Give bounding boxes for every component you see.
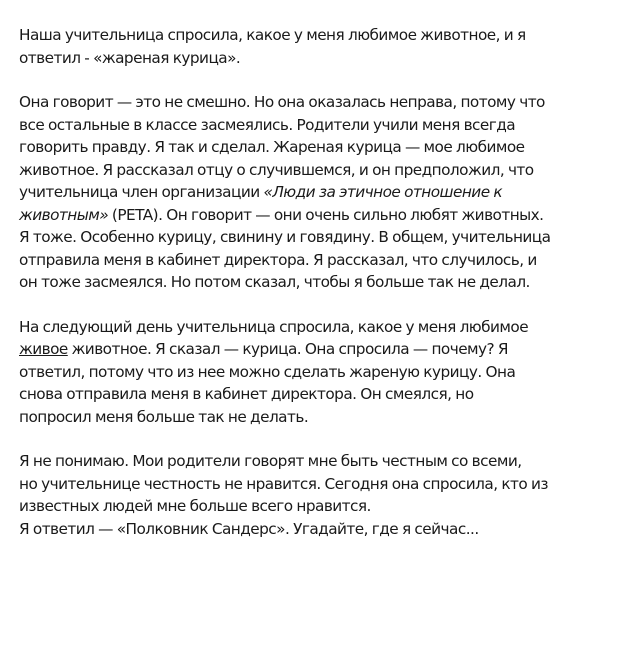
text-span: Я тоже. Особенно курицу, свинину и говядину. В общем, учительница (19, 228, 551, 246)
text-span: но учительнице честность не нравится. Сегодня она спросила, кто из (19, 474, 548, 493)
text-line (19, 518, 631, 541)
text-line (19, 136, 631, 159)
text-span: попросил меня больше так не делать. (19, 407, 309, 426)
text-span: На следующий день учительница спросила, какое у меня любимое (19, 317, 529, 336)
text-line (19, 91, 631, 114)
organization-name-italic: животным» (19, 205, 109, 224)
text-line (19, 383, 631, 406)
text-line (19, 181, 631, 204)
text-line (19, 338, 631, 361)
text-line (19, 495, 631, 518)
text-span: Наша учительница спросила, какое у меня любимое животное, и я (19, 26, 526, 44)
text-line (19, 473, 631, 496)
story-text (19, 24, 631, 562)
text-span: отправила меня в кабинет директора. Я рассказал, что случилось, и (19, 250, 537, 269)
text-line (19, 47, 631, 70)
text-span: животное. Я сказал — курица. Она спросила — почему? Я (67, 340, 509, 358)
text-line (19, 316, 631, 339)
paragraph-1 (19, 24, 631, 69)
text-span: Я не понимаю. Мои родители говорят мне быть честным со всеми, (19, 452, 522, 470)
text-span: учительница член организации (19, 183, 264, 201)
text-line (19, 361, 631, 384)
organization-name-italic: «Люди за этичное отношение к (263, 183, 503, 201)
text-span: говорить правду. Я так и сделал. Жареная курица — мое любимое (19, 138, 525, 156)
text-span: Она говорит — это не смешно. Но она оказалась неправа, потому что (19, 93, 545, 111)
text-line (19, 271, 631, 294)
text-span: известных людей мне больше всего нравится. (19, 497, 371, 515)
text-span: он тоже засмеялся. Но потом сказал, чтобы я больше так не делал. (19, 273, 530, 291)
paragraph-3 (19, 316, 631, 429)
text-line (19, 24, 631, 47)
text-span: ответил - «жареная курица». (19, 48, 241, 67)
text-span: ответил, потому что из нее можно сделать жареную курицу. Она (19, 362, 516, 381)
text-line (19, 226, 631, 249)
underlined-word: живое (19, 340, 68, 358)
text-line (19, 450, 631, 473)
text-span: животное. Я рассказал отцу о случившемся, и он предположил, что (19, 160, 534, 179)
text-line (19, 406, 631, 429)
text-line (19, 114, 631, 137)
paragraph-4 (19, 450, 631, 540)
text-line (19, 249, 631, 272)
paragraph-2 (19, 91, 631, 294)
text-line (19, 159, 631, 182)
text-span: Я ответил — «Полковник Сандерс». Угадайте, где я сейчас... (19, 519, 479, 538)
text-span: все остальные в классе засмеялись. Родители учили меня всегда (19, 115, 516, 134)
text-span: (PETA). Он говорит — они очень сильно любят животных. (108, 205, 544, 224)
text-span: снова отправила меня в кабинет директора. Он смеялся, но (19, 385, 474, 403)
text-line (19, 204, 631, 227)
